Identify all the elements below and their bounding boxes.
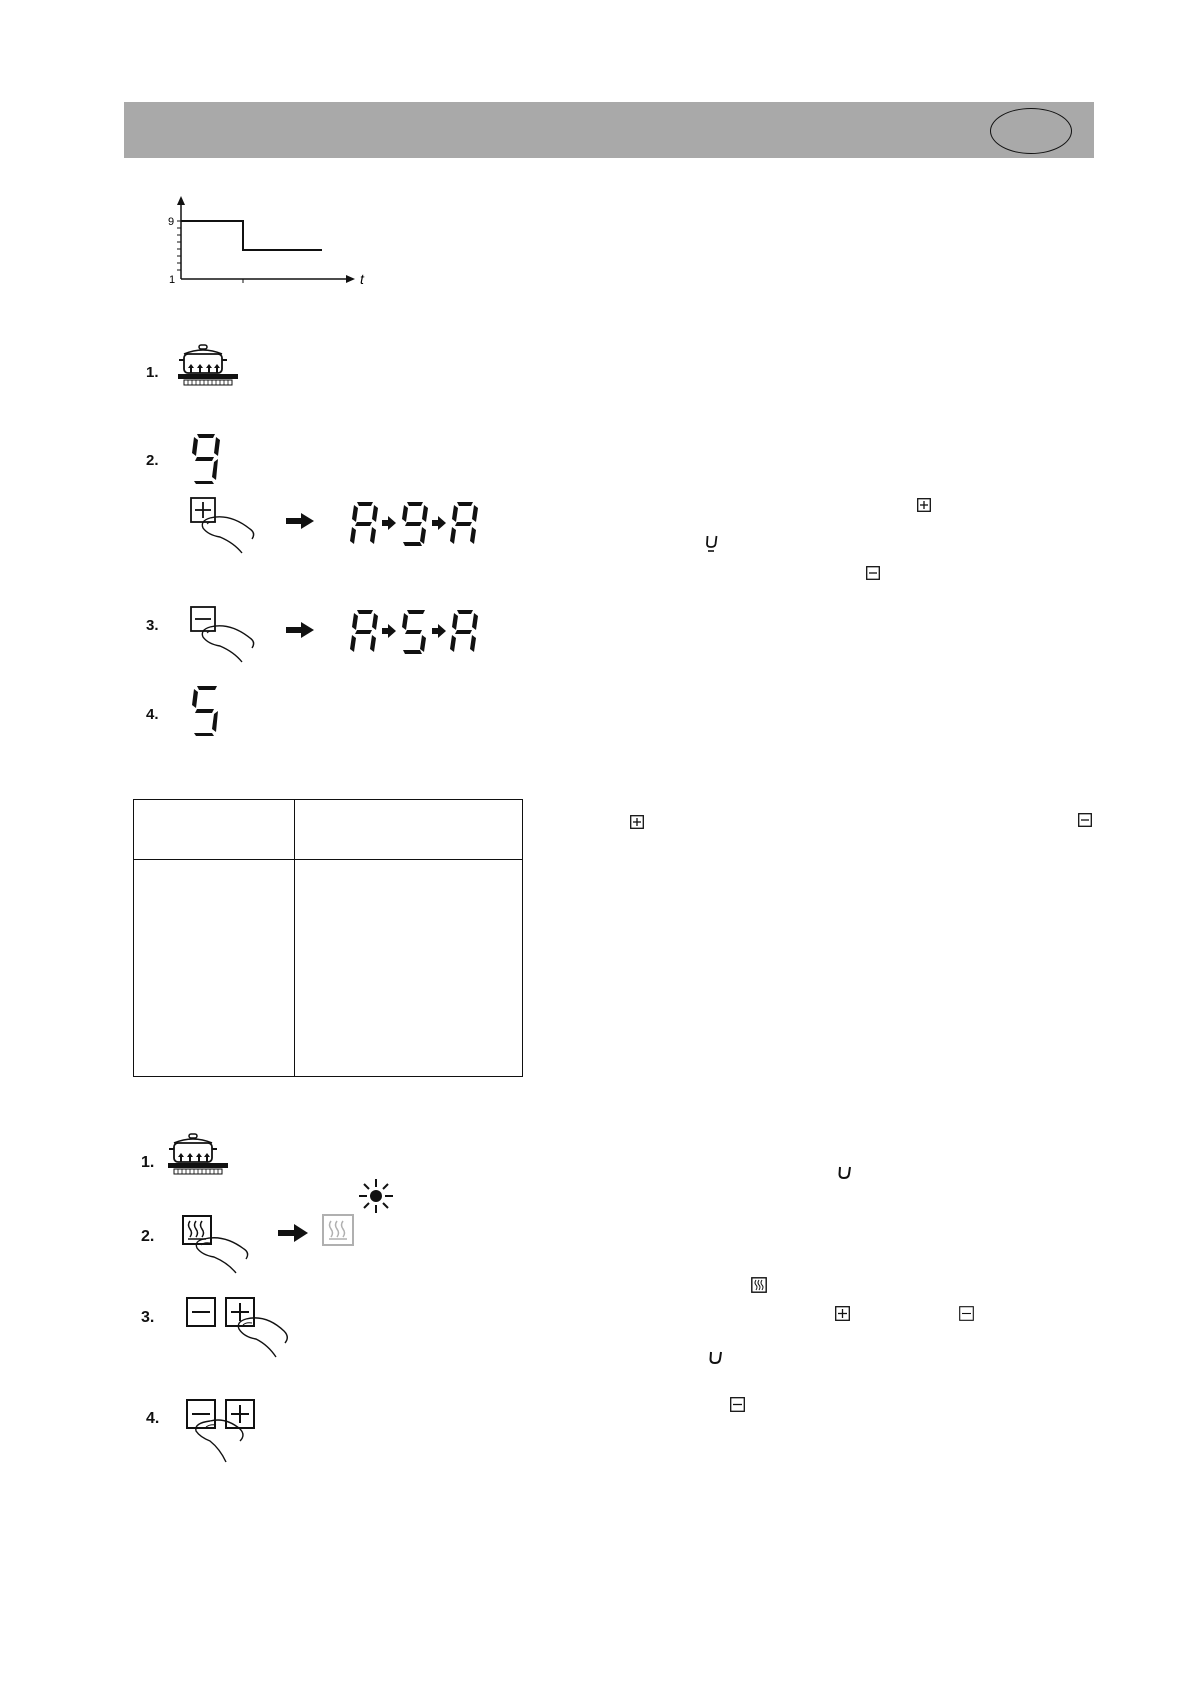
table-header-row [134, 800, 523, 860]
minus-key-press [190, 606, 262, 666]
power-level-line [181, 221, 322, 250]
step-1-number: 1. [146, 364, 159, 381]
keep-warm-key-icon [751, 1277, 767, 1293]
x-axis-label: t [360, 271, 364, 287]
residual-heat-u-icon [709, 1351, 723, 1365]
pot-on-hob-icon [178, 344, 242, 392]
y-axis-arrow [177, 196, 185, 205]
minus-plus-keys-press-minus [186, 1399, 276, 1464]
minus-plus-keys-press-plus [186, 1297, 296, 1359]
table-row [134, 860, 523, 1077]
plus-key-icon [630, 815, 644, 829]
minus-key-icon [866, 566, 880, 580]
plus-key-icon [917, 498, 931, 512]
residual-heat-u-icon [706, 535, 718, 553]
table-cell [295, 860, 523, 1077]
y-min-label: 1 [169, 274, 176, 286]
table-header-cell [295, 800, 523, 860]
step-2-number: 2. [146, 452, 159, 469]
minus-key-icon [1078, 813, 1092, 827]
minus-key-icon [959, 1306, 974, 1321]
flashing-light-icon [357, 1177, 395, 1215]
residual-heat-u-icon [838, 1166, 852, 1180]
power-levels-table [133, 799, 523, 1077]
minus-key-icon [730, 1397, 745, 1412]
language-badge-oval [990, 108, 1072, 154]
arrow-right-icon [278, 1224, 310, 1242]
arrow-right-icon [286, 513, 316, 529]
arrow-right-icon [286, 622, 316, 638]
plus-key-icon [835, 1306, 850, 1321]
table-header-cell [134, 800, 295, 860]
section-header-bar [124, 102, 1094, 158]
y-max-label: 9 [168, 216, 175, 228]
step-3-number: 3. [146, 617, 159, 634]
display-sequence-a-9-a [350, 500, 490, 548]
display-sequence-a-5-a [350, 608, 490, 656]
table-cell [134, 860, 295, 1077]
step-1-number: 1. [141, 1154, 155, 1171]
keep-warm-key-press [182, 1215, 262, 1277]
power-level-graph [150, 195, 380, 295]
plus-key-press [190, 497, 262, 557]
step-3-number: 3. [141, 1309, 155, 1326]
x-axis-arrow [346, 275, 355, 283]
display-digit-5 [190, 684, 222, 738]
step-4-number: 4. [146, 1410, 160, 1427]
step-4-number: 4. [146, 706, 159, 723]
keep-warm-indicator-lit-icon [322, 1214, 354, 1246]
display-digit-9 [190, 432, 222, 486]
pot-on-hob-icon [168, 1133, 232, 1181]
step-2-number: 2. [141, 1228, 155, 1245]
